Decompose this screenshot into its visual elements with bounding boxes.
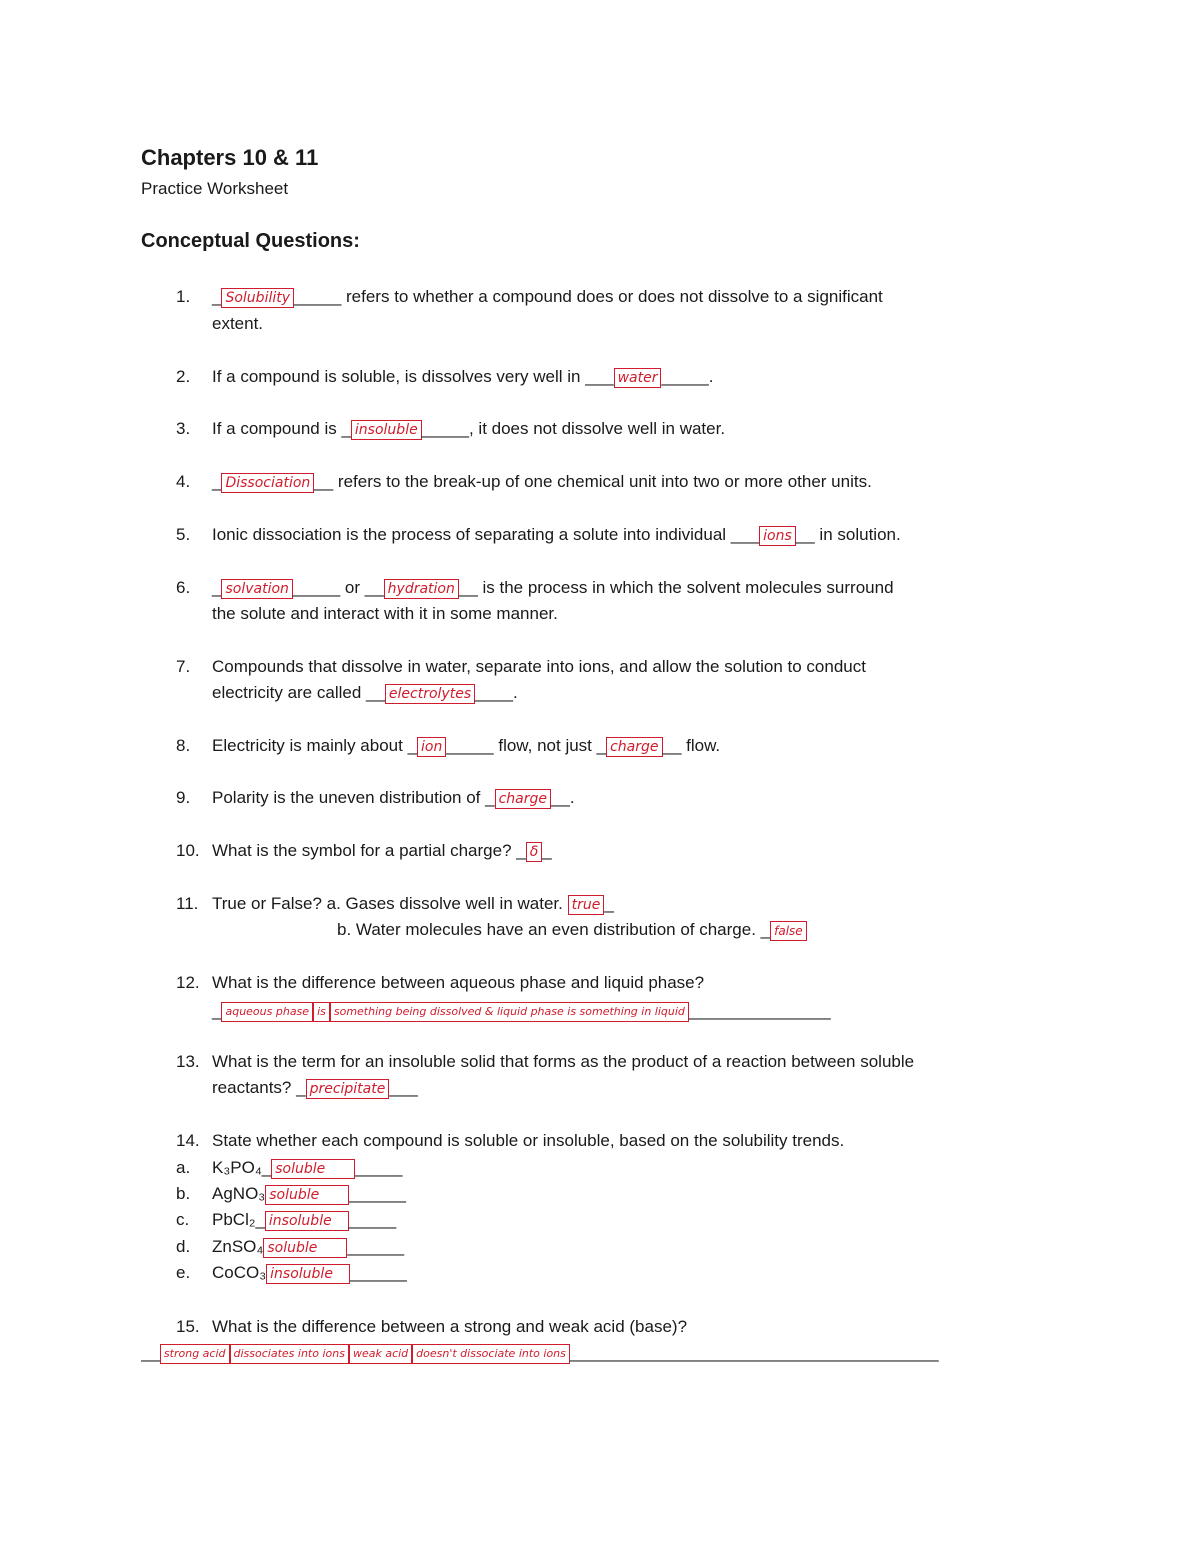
handwritten-answer: dissociates into ions (230, 1344, 349, 1364)
question-13: What is the term for an insoluble solid that forms as the product of a reaction between soluble (212, 1052, 915, 1071)
item-letter: c. (176, 1210, 190, 1229)
question-text: _____ flow, not just _ (446, 736, 607, 755)
question-2 (212, 367, 713, 388)
handwritten-answer: insoluble (351, 420, 422, 440)
handwritten-answer: solvation (221, 579, 292, 599)
question-11a (212, 894, 614, 915)
question-text: _____ refers to whether a compound does or does not dissolve to a significant (294, 287, 883, 306)
compound-formula: CoCO₃ (212, 1263, 267, 1282)
handwritten-answer: strong acid (160, 1344, 230, 1364)
handwritten-answer: ion (417, 737, 446, 757)
question-6 (212, 578, 894, 599)
question-12-answer-line (212, 1001, 831, 1022)
question-4 (212, 472, 872, 493)
question-text: _____, it does not dissolve well in water. (421, 419, 726, 438)
question-number: 2. (176, 367, 191, 386)
item-letter: a. (176, 1158, 191, 1177)
question-3 (212, 419, 725, 440)
blank: _ (255, 1210, 265, 1229)
question-number: 10. (176, 841, 200, 860)
question-text: electricity are called __ (212, 683, 385, 702)
question-text: __ flow. (662, 736, 721, 755)
question-text: If a compound is soluble, is dissolves very well in ___ (212, 367, 614, 386)
blank: __ (141, 1343, 160, 1362)
blank: _______________________________________ (569, 1343, 939, 1362)
handwritten-answer: Solubility (221, 288, 294, 308)
question-text: If a compound is _ (212, 419, 351, 438)
handwritten-answer: soluble (263, 1238, 347, 1258)
question-7-continued (212, 683, 518, 704)
question-number: 14. (176, 1131, 200, 1150)
question-15-answer-line (141, 1343, 1053, 1364)
question-text: b. Water molecules have an even distribution of charge. _ (337, 920, 771, 939)
blank: _ (212, 472, 222, 491)
handwritten-answer: charge (606, 737, 662, 757)
handwritten-answer: is (313, 1002, 330, 1022)
question-number: 13. (176, 1052, 200, 1071)
blank: _ (542, 841, 552, 860)
handwritten-answer: aqueous phase (221, 1002, 313, 1022)
page-title: Chapters 10 & 11 (141, 145, 319, 170)
question-text: __ is the process in which the solvent molecules surround (458, 578, 894, 597)
question-text: What is the symbol for a partial charge? _ (212, 841, 526, 860)
blank: _____ (355, 1158, 403, 1177)
question-text: __ refers to the break-up of one chemical unit into two or more other units. (314, 472, 872, 491)
question-number: 9. (176, 788, 191, 807)
question-text: __ in solution. (795, 525, 901, 544)
handwritten-answer: insoluble (266, 1264, 350, 1284)
question-number: 5. (176, 525, 191, 544)
question-number: 7. (176, 657, 191, 676)
question-12: What is the difference between aqueous phase and liquid phase? (212, 973, 705, 992)
question-6-continued: the solute and interact with it in some manner. (212, 604, 558, 623)
compound-item (212, 1210, 396, 1231)
blank: ______ (349, 1184, 406, 1203)
blank: ______ (350, 1263, 407, 1282)
question-13-continued (212, 1078, 418, 1099)
question-7: Compounds that dissolve in water, separate into ions, and allow the solution to conduct (212, 657, 866, 676)
question-9 (212, 788, 575, 809)
blank: __. (550, 788, 575, 807)
compound-item (212, 1263, 407, 1284)
handwritten-answer: something being dissolved & liquid phase is something in liquid (330, 1002, 689, 1022)
compound-item (212, 1237, 404, 1258)
question-number: 12. (176, 973, 200, 992)
question-number: 3. (176, 419, 191, 438)
question-number: 1. (176, 287, 191, 306)
handwritten-answer: charge (495, 789, 551, 809)
handwritten-answer: soluble (265, 1185, 349, 1205)
handwritten-answer: ions (759, 526, 796, 546)
handwritten-answer: soluble (271, 1159, 355, 1179)
blank: _ (604, 894, 614, 913)
question-text: Electricity is mainly about _ (212, 736, 418, 755)
question-text: Ionic dissociation is the process of separating a solute into individual ___ (212, 525, 760, 544)
blank: _ (212, 578, 222, 597)
question-number: 4. (176, 472, 191, 491)
compound-formula: PbCl₂ (212, 1210, 256, 1229)
handwritten-answer: δ (526, 842, 543, 862)
handwritten-answer: insoluble (265, 1211, 349, 1231)
handwritten-answer: water (614, 368, 662, 388)
handwritten-answer: hydration (384, 579, 459, 599)
handwritten-answer: false (770, 921, 807, 941)
compound-formula: ZnSO₄ (212, 1237, 264, 1256)
question-11b (337, 920, 807, 941)
question-14: State whether each compound is soluble or insoluble, based on the solubility trends. (212, 1131, 845, 1150)
handwritten-answer: true (568, 895, 605, 915)
compound-item (212, 1184, 406, 1205)
handwritten-answer: doesn't dissociate into ions (412, 1344, 570, 1364)
blank: ____. (475, 683, 518, 702)
question-10 (212, 841, 552, 862)
blank: _ (212, 1001, 222, 1020)
compound-formula: K₃PO₄ (212, 1158, 262, 1177)
question-5 (212, 525, 901, 546)
handwritten-answer: precipitate (306, 1079, 390, 1099)
question-15: What is the difference between a strong and weak acid (base)? (212, 1317, 688, 1336)
handwritten-answer: weak acid (349, 1344, 412, 1364)
question-number: 11. (176, 894, 199, 913)
section-heading: Conceptual Questions: (141, 230, 360, 252)
question-1 (212, 287, 883, 308)
question-number: 15. (176, 1317, 200, 1336)
blank: ______ (347, 1237, 405, 1256)
handwritten-answer: Dissociation (221, 473, 314, 493)
item-letter: b. (176, 1184, 191, 1203)
question-text: Polarity is the uneven distribution of _ (212, 788, 495, 807)
question-8 (212, 736, 720, 757)
blank: ___ (389, 1078, 418, 1097)
question-number: 6. (176, 578, 191, 597)
handwritten-answer: electrolytes (385, 684, 475, 704)
compound-item (212, 1158, 403, 1179)
compound-formula: AgNO₃ (212, 1184, 266, 1203)
question-text: reactants? _ (212, 1078, 306, 1097)
blank: _______________ (688, 1001, 831, 1020)
question-number: 8. (176, 736, 191, 755)
blank: _____. (661, 367, 714, 386)
blank: _ (261, 1158, 272, 1177)
question-text: True or False? a. Gases dissolve well in water. (212, 894, 568, 913)
item-letter: d. (176, 1237, 191, 1256)
item-letter: e. (176, 1263, 191, 1282)
question-1-continued: extent. (212, 314, 264, 333)
question-text: _____ or __ (292, 578, 384, 597)
blank: _ (212, 287, 222, 306)
blank: _____ (348, 1210, 397, 1229)
page-subtitle: Practice Worksheet (141, 179, 289, 198)
